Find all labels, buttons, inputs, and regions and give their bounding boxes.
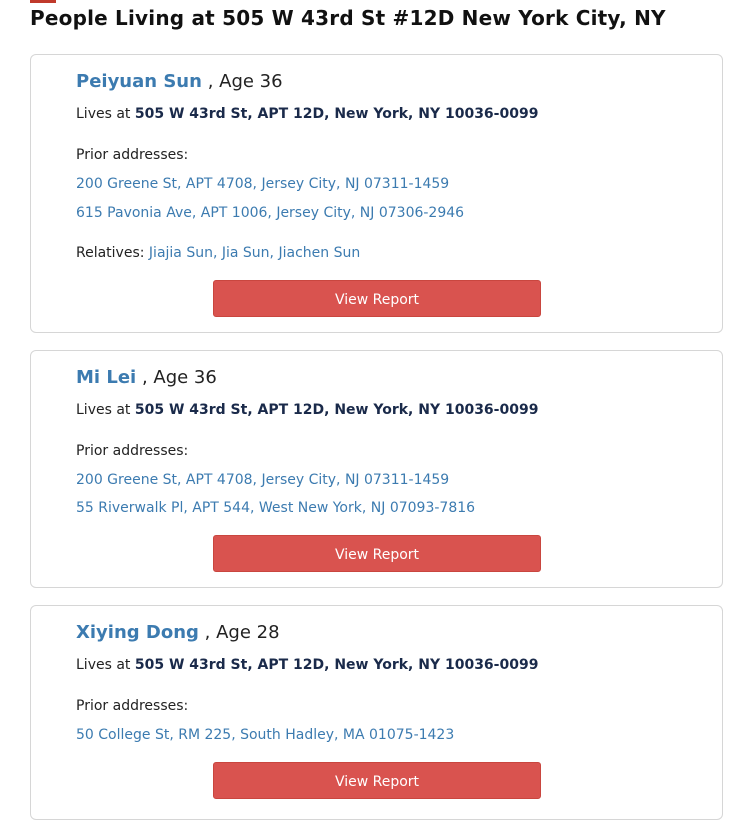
current-address-line	[76, 106, 538, 122]
current-address: 505 W 43rd St, APT 12D, New York, NY 10036-0099	[134, 657, 539, 673]
person-header	[76, 367, 217, 388]
current-address: 505 W 43rd St, APT 12D, New York, NY 10036-0099	[134, 402, 539, 418]
person-age: , Age 36	[207, 71, 283, 92]
prior-address-link[interactable]: 55 Riverwalk Pl, APT 544, West New York, NJ 07093-7816	[76, 500, 476, 516]
person-header	[76, 71, 283, 92]
person-name-link[interactable]: Xiying Dong	[76, 622, 199, 643]
person-name-link[interactable]: Mi Lei	[76, 367, 137, 388]
current-address: 505 W 43rd St, APT 12D, New York, NY 10036-0099	[134, 106, 539, 122]
lives-at-label: Lives at	[76, 657, 131, 673]
top-accent-bar	[30, 0, 56, 3]
person-age: , Age 28	[204, 622, 280, 643]
prior-addresses-label: Prior addresses:	[76, 698, 189, 714]
person-age: , Age 36	[141, 367, 217, 388]
lives-at-label: Lives at	[76, 402, 131, 418]
relatives-label: Relatives:	[76, 245, 145, 261]
current-address-line	[76, 657, 538, 673]
view-report-button[interactable]: View Report	[213, 280, 541, 317]
person-card	[30, 54, 723, 333]
current-address-line	[76, 402, 538, 418]
prior-address-link[interactable]: 615 Pavonia Ave, APT 1006, Jersey City, NJ 07306-2946	[76, 205, 465, 221]
prior-address-link[interactable]: 200 Greene St, APT 4708, Jersey City, NJ 07311-1459	[76, 176, 450, 192]
prior-addresses-label: Prior addresses:	[76, 443, 189, 459]
relatives-line	[76, 245, 360, 261]
relative-link[interactable]: Jiachen Sun	[278, 245, 361, 261]
person-card	[30, 605, 723, 820]
person-card	[30, 350, 723, 588]
page-title: People Living at 505 W 43rd St #12D New York City, NY	[30, 6, 666, 30]
person-header	[76, 622, 280, 643]
relative-link[interactable]: Jiajia Sun,	[148, 245, 218, 261]
lives-at-label: Lives at	[76, 106, 131, 122]
prior-address-link[interactable]: 200 Greene St, APT 4708, Jersey City, NJ 07311-1459	[76, 472, 450, 488]
person-name-link[interactable]: Peiyuan Sun	[76, 71, 202, 92]
prior-address-link[interactable]: 50 College St, RM 225, South Hadley, MA 01075-1423	[76, 727, 455, 743]
relative-link[interactable]: Jia Sun,	[221, 245, 275, 261]
prior-addresses-label: Prior addresses:	[76, 147, 189, 163]
view-report-button[interactable]: View Report	[213, 535, 541, 572]
view-report-button[interactable]: View Report	[213, 762, 541, 799]
